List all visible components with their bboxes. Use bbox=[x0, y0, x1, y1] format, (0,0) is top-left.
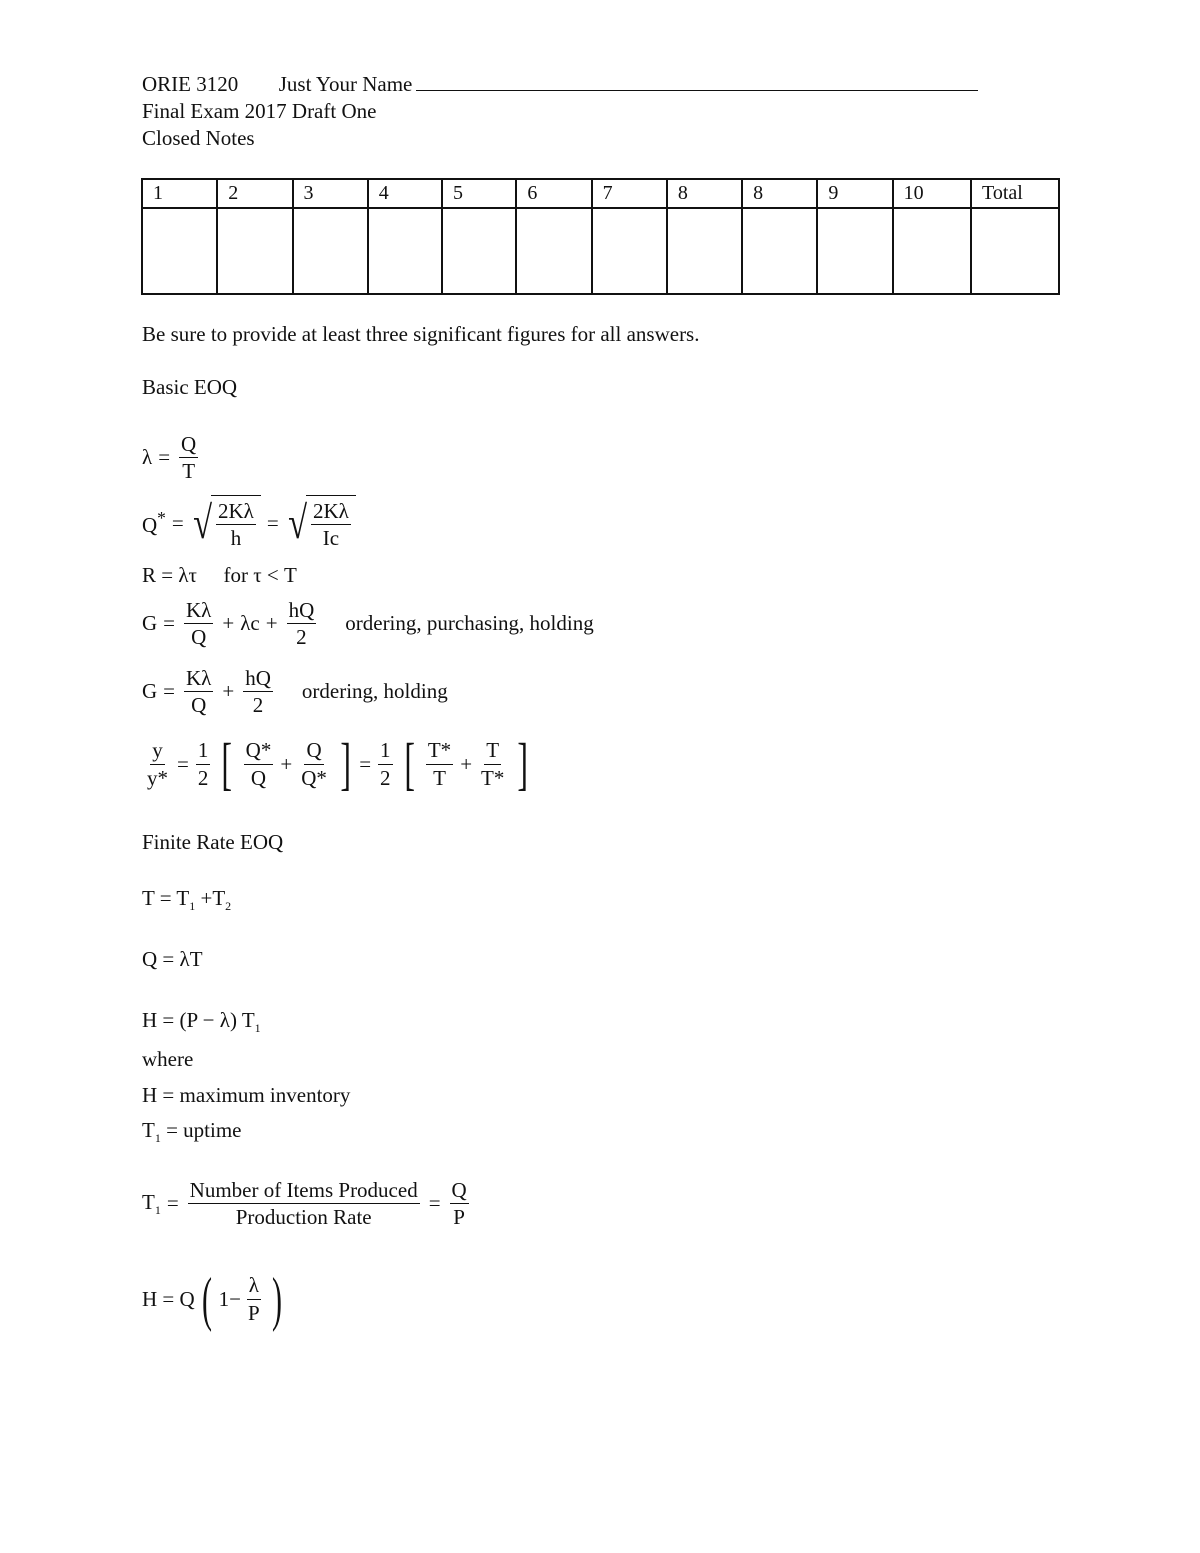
denominator: Q* bbox=[301, 765, 327, 790]
one-half bbox=[378, 738, 393, 789]
p-minus-lambda: P − λ bbox=[186, 1008, 230, 1032]
t-letter: T bbox=[142, 1189, 155, 1214]
score-cell[interactable] bbox=[293, 208, 368, 294]
equals-sign: = bbox=[163, 611, 176, 636]
score-cell[interactable] bbox=[442, 208, 516, 294]
items-over-rate bbox=[188, 1178, 420, 1229]
numerator: Number of Items Produced bbox=[188, 1178, 420, 1204]
radical-sign: √ bbox=[192, 497, 212, 548]
cost-formula-full bbox=[142, 598, 594, 649]
lambda-equation bbox=[142, 432, 201, 483]
denominator: Q bbox=[191, 625, 207, 650]
y-over-y-star bbox=[145, 738, 170, 789]
equals-sign: = bbox=[166, 1191, 179, 1216]
numerator: Q* bbox=[244, 738, 274, 764]
score-col-header: 1 bbox=[142, 179, 217, 208]
t-symbol: T bbox=[241, 1008, 255, 1032]
score-col-header: 8 bbox=[667, 179, 742, 208]
denominator: 2 bbox=[380, 765, 391, 790]
denominator: Production Rate bbox=[235, 1205, 372, 1230]
name-label: Just Your Name bbox=[278, 72, 413, 96]
notes-policy: Closed Notes bbox=[142, 126, 255, 150]
hq-over-2 bbox=[287, 598, 317, 649]
subscript: 2 bbox=[225, 899, 232, 914]
q-lambda-t-formula: Q = λT bbox=[142, 947, 203, 971]
equals-sign: = bbox=[359, 751, 372, 776]
exam-title: Final Exam 2017 Draft One bbox=[142, 99, 377, 123]
score-col-header: 8 bbox=[742, 179, 817, 208]
score-cell[interactable] bbox=[516, 208, 591, 294]
numerator: Kλ bbox=[184, 666, 213, 692]
q-over-t-fraction bbox=[179, 432, 198, 483]
cost-ratio-formula bbox=[142, 731, 533, 796]
t-sum-lhs: T = T bbox=[142, 886, 190, 910]
score-cell[interactable] bbox=[368, 208, 442, 294]
lambda-over-p bbox=[246, 1273, 262, 1324]
score-cell[interactable] bbox=[893, 208, 971, 294]
left-bracket: [ bbox=[403, 731, 415, 796]
denominator: Q bbox=[250, 765, 267, 790]
denominator: y* bbox=[147, 765, 168, 790]
name-blank-line[interactable] bbox=[416, 72, 978, 91]
one-minus: 1− bbox=[218, 1286, 242, 1311]
score-table-header-row bbox=[142, 179, 1059, 208]
numerator: T bbox=[484, 738, 501, 764]
q-star-symbol: Q* bbox=[142, 508, 166, 537]
radicand bbox=[306, 495, 356, 553]
numerator: 2Kλ bbox=[216, 499, 256, 525]
denominator: P bbox=[453, 1205, 465, 1230]
score-cell[interactable] bbox=[142, 208, 217, 294]
cost-formula-short bbox=[142, 666, 448, 717]
t-sum-plus: +T bbox=[200, 886, 226, 910]
r-formula: R = λτ bbox=[142, 563, 197, 587]
plus-sign: + bbox=[222, 679, 235, 704]
g-symbol: G bbox=[142, 611, 158, 636]
score-col-header: 7 bbox=[592, 179, 667, 208]
left-paren: ( bbox=[179, 1008, 187, 1032]
numerator: Q bbox=[450, 1178, 469, 1204]
subscript: 1 bbox=[189, 899, 196, 914]
fraction bbox=[216, 499, 256, 550]
score-cell[interactable] bbox=[667, 208, 742, 294]
denominator: 2 bbox=[197, 765, 209, 790]
g-symbol: G bbox=[142, 679, 158, 704]
cost-note-full: ordering, purchasing, holding bbox=[345, 611, 594, 636]
equals-sign: = bbox=[163, 679, 176, 704]
left-paren: ( bbox=[201, 1266, 212, 1332]
t-over-t-star bbox=[479, 738, 506, 789]
score-col-header: 6 bbox=[516, 179, 591, 208]
score-cell[interactable] bbox=[817, 208, 892, 294]
equals-sign: = bbox=[177, 751, 189, 776]
equals-sign: = bbox=[171, 510, 184, 535]
q-over-p bbox=[450, 1178, 469, 1229]
score-col-header: 10 bbox=[893, 179, 971, 208]
course-line bbox=[142, 71, 978, 98]
course-code: ORIE 3120 bbox=[142, 72, 239, 96]
finite-rate-heading: Finite Rate EOQ bbox=[142, 830, 284, 854]
max-inventory-alt-formula bbox=[142, 1268, 287, 1330]
instructions: Be sure to provide at least three significant figures for all answers. bbox=[142, 322, 700, 346]
sqrt-2k-lambda-over-h bbox=[190, 493, 261, 553]
score-cell[interactable] bbox=[592, 208, 667, 294]
one-half bbox=[196, 738, 211, 789]
eoq-formula bbox=[142, 493, 356, 553]
subscript: 1 bbox=[154, 1202, 161, 1217]
plus-sign: + bbox=[460, 751, 473, 776]
score-col-header: Total bbox=[971, 179, 1059, 208]
score-col-header: 2 bbox=[217, 179, 292, 208]
score-cell[interactable] bbox=[217, 208, 292, 294]
numerator: Q bbox=[304, 738, 323, 764]
cost-note-short: ordering, holding bbox=[301, 679, 448, 704]
numerator: hQ bbox=[287, 598, 317, 624]
numerator: 2Kλ bbox=[311, 499, 351, 525]
denominator: 2 bbox=[296, 625, 307, 650]
max-inventory-formula bbox=[142, 1008, 261, 1036]
radical-sign: √ bbox=[287, 497, 307, 548]
uptime-formula bbox=[142, 1178, 472, 1229]
denominator: 2 bbox=[252, 693, 264, 718]
plus-sign: + bbox=[265, 611, 278, 636]
score-cell[interactable] bbox=[971, 208, 1059, 294]
score-col-header: 5 bbox=[442, 179, 516, 208]
numerator: hQ bbox=[243, 666, 273, 692]
numerator: 1 bbox=[378, 738, 393, 764]
q-star-over-q bbox=[244, 738, 274, 789]
q-letter: Q bbox=[142, 513, 158, 537]
numerator: Kλ bbox=[184, 598, 213, 624]
plus-sign: + bbox=[222, 611, 235, 636]
score-col-header: 4 bbox=[368, 179, 442, 208]
denominator: Ic bbox=[322, 526, 340, 550]
left-bracket: [ bbox=[221, 731, 233, 796]
score-col-header: 9 bbox=[817, 179, 892, 208]
numerator: Q bbox=[179, 432, 198, 458]
k-lambda-over-q bbox=[184, 598, 213, 649]
lambda-c-term: λc bbox=[240, 611, 260, 636]
denominator: P bbox=[248, 1300, 260, 1325]
numerator: 1 bbox=[196, 738, 211, 764]
numerator: T* bbox=[426, 738, 453, 764]
numerator: y bbox=[150, 738, 165, 764]
sqrt-2k-lambda-over-ic bbox=[285, 493, 356, 553]
denominator: Q bbox=[191, 693, 207, 718]
t-star-over-t bbox=[426, 738, 453, 789]
lambda-symbol: λ bbox=[142, 445, 153, 470]
reorder-point-formula bbox=[142, 563, 297, 588]
h-lhs: H = bbox=[142, 1008, 175, 1032]
score-table bbox=[141, 178, 1060, 295]
numerator: λ bbox=[247, 1273, 261, 1299]
denominator: T bbox=[433, 765, 446, 790]
basic-eoq-heading: Basic EOQ bbox=[142, 375, 238, 399]
denominator: h bbox=[230, 526, 242, 550]
right-paren: ) bbox=[229, 1008, 237, 1032]
subscript: 1 bbox=[254, 1021, 261, 1036]
r-condition: for τ < T bbox=[223, 563, 297, 587]
fraction bbox=[311, 499, 351, 550]
equals-sign: = bbox=[428, 1191, 441, 1216]
right-bracket: ] bbox=[340, 731, 351, 796]
where-label: where bbox=[142, 1047, 194, 1071]
h-definition: H = maximum inventory bbox=[142, 1083, 351, 1107]
denominator: T bbox=[182, 459, 196, 484]
t1-definition bbox=[142, 1118, 242, 1146]
score-cell[interactable] bbox=[742, 208, 817, 294]
t-symbol: T bbox=[142, 1118, 155, 1142]
equals-sign: = bbox=[266, 510, 279, 535]
h-equals-q: H = Q bbox=[142, 1286, 195, 1311]
right-bracket: ] bbox=[517, 731, 529, 796]
t1-symbol bbox=[142, 1190, 161, 1218]
denominator: T* bbox=[481, 765, 505, 790]
score-table-entry-row bbox=[142, 208, 1059, 294]
plus-sign: + bbox=[280, 751, 293, 776]
k-lambda-over-q bbox=[184, 666, 213, 717]
radicand bbox=[211, 495, 261, 553]
q-over-q-star bbox=[299, 738, 329, 789]
subscript: 1 bbox=[154, 1131, 161, 1146]
cycle-time-formula bbox=[142, 886, 231, 914]
t1-definition-text: = uptime bbox=[166, 1118, 242, 1142]
right-paren: ) bbox=[271, 1266, 282, 1332]
equals-sign: = bbox=[158, 445, 171, 470]
score-col-header: 3 bbox=[293, 179, 368, 208]
hq-over-2 bbox=[243, 666, 273, 717]
